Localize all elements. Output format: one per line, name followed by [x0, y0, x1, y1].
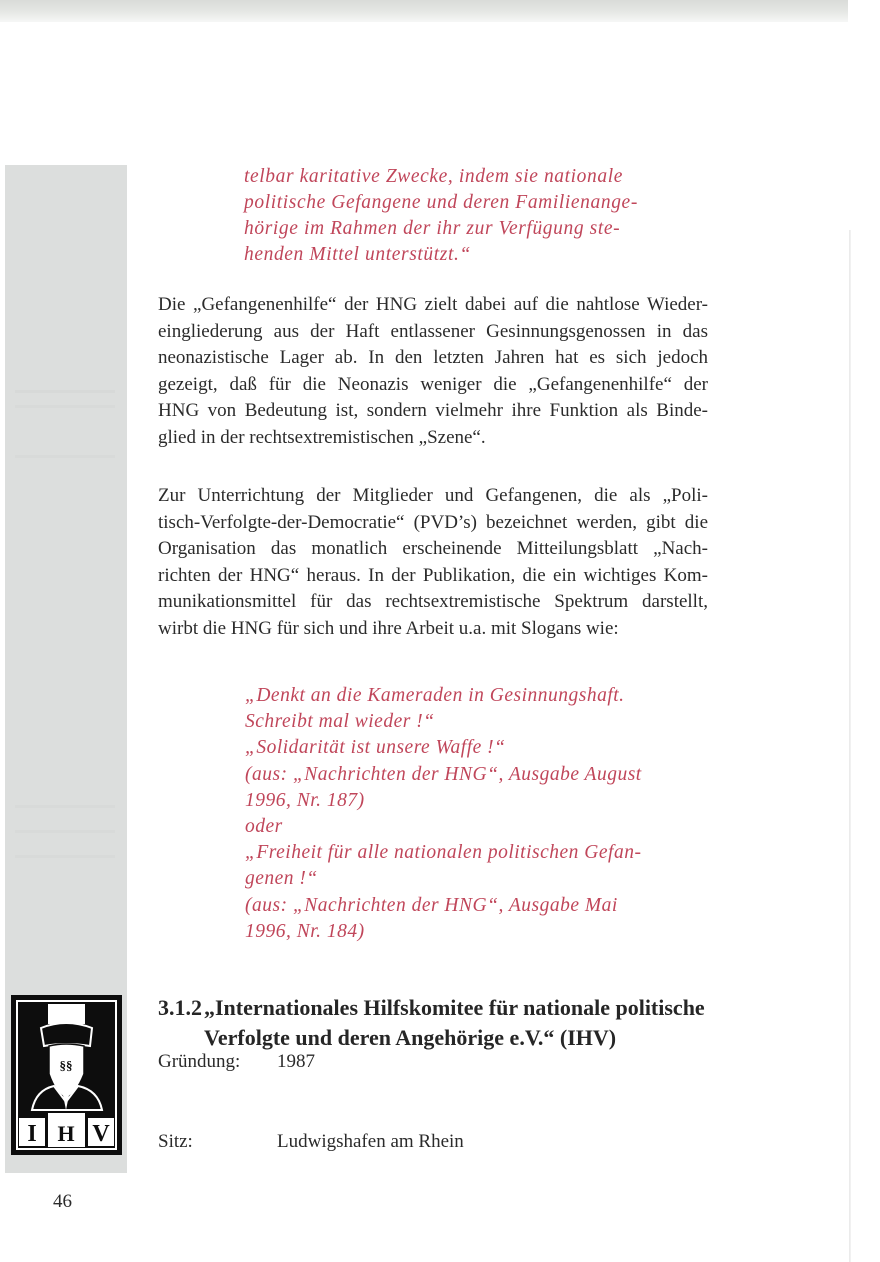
quote-line: henden Mittel unterstützt.“	[244, 244, 471, 265]
founding-value: 1987	[277, 1051, 315, 1072]
text-line: glied in der rechtsextremistischen „Szene“.	[158, 426, 486, 448]
bleed-through-mark	[15, 390, 115, 393]
connector-line: oder	[245, 816, 283, 838]
paragraph-gefangenenhilfe	[158, 292, 708, 452]
seat-value: Ludwigshafen am Rhein	[277, 1131, 464, 1152]
founding-row	[158, 1051, 315, 1073]
ihv-emblem-icon	[14, 998, 119, 1152]
text-line: gezeigt, daß für die Neonazis weniger die „Gefangenenhilfe“ der	[158, 373, 708, 395]
section-number: 3.1.2	[158, 995, 202, 1020]
text-line: HNG von Bedeutung ist, sondern vielmehr ihre Funktion als Binde-	[158, 400, 708, 422]
svg-text:I: I	[27, 1121, 37, 1147]
text-line: richten der HNG“ heraus. In der Publikation, die ein wichtiges Kom-	[158, 564, 708, 586]
paragraph-publikation	[158, 483, 708, 643]
bleed-through-mark	[15, 830, 115, 833]
svg-text:§§: §§	[59, 1058, 73, 1073]
page-number: 46	[53, 1191, 72, 1212]
section-title-line-2: Verfolgte und deren Angehörige e.V.“ (IHV)	[204, 1025, 617, 1050]
quote-line: hörige im Rahmen der ihr zur Verfügung ste-	[244, 218, 621, 239]
slogan-line: „Freiheit für alle nationalen politischen Gefan-	[245, 842, 642, 864]
slogan-line: Schreibt mal wieder !“	[245, 711, 435, 733]
section-title-line-1: „Internationales Hilfskomitee für nationale politische	[204, 995, 705, 1020]
slogan-line: genen !“	[245, 868, 318, 890]
svg-text:H: H	[57, 1121, 75, 1146]
ihv-logo	[11, 995, 122, 1155]
quote-continuation	[244, 164, 684, 268]
slogan-line: „Solidarität ist unsere Waffe !“	[245, 737, 506, 759]
slogan-line: „Denkt an die Kameraden in Gesinnungshaft.	[245, 685, 625, 706]
page-right-edge	[849, 230, 851, 1262]
quote-line: telbar karitative Zwecke, indem sie nationale	[244, 166, 623, 187]
text-line: Zur Unterrichtung der Mitglieder und Gefangenen, die als „Poli-	[158, 485, 708, 506]
slogan-quotes	[245, 683, 685, 945]
quote-line: politische Gefangene und deren Familienange-	[244, 192, 638, 213]
citation-line: 1996, Nr. 187)	[245, 789, 365, 811]
bleed-through-mark	[15, 405, 115, 408]
text-line: wirbt die HNG für sich und ihre Arbeit u.a. mit Slogans wie:	[158, 617, 619, 639]
seat-row	[158, 1131, 464, 1153]
citation-line: 1996, Nr. 184)	[245, 920, 365, 942]
seat-label: Sitz:	[158, 1131, 193, 1152]
bleed-through-mark	[15, 805, 115, 808]
text-line: tisch-Verfolgte-der-Democratie“ (PVD’s) bezeichnet werden, gibt die	[158, 511, 708, 533]
text-line: Organisation das monatlich erscheinende Mitteilungsblatt „Nach-	[158, 538, 708, 560]
text-line: munikationsmittel für das rechtsextremistische Spektrum darstellt,	[158, 591, 708, 613]
bleed-through-mark	[15, 855, 115, 858]
bleed-through-mark	[15, 455, 115, 458]
svg-text:V: V	[92, 1121, 110, 1147]
scan-top-shadow	[0, 0, 848, 22]
section-heading	[158, 993, 778, 1053]
founding-label: Gründung:	[158, 1051, 241, 1072]
citation-line: (aus: „Nachrichten der HNG“, Ausgabe August	[245, 763, 642, 785]
citation-line: (aus: „Nachrichten der HNG“, Ausgabe Mai	[245, 894, 618, 916]
text-line: Die „Gefangenenhilfe“ der HNG zielt dabei auf die nahtlose Wieder-	[158, 294, 708, 315]
text-line: neonazistische Lager ab. In den letzten Jahren hat es sich jedoch	[158, 347, 708, 369]
text-line: eingliederung aus der Haft entlassener Gesinnungsgenossen in das	[158, 320, 708, 342]
